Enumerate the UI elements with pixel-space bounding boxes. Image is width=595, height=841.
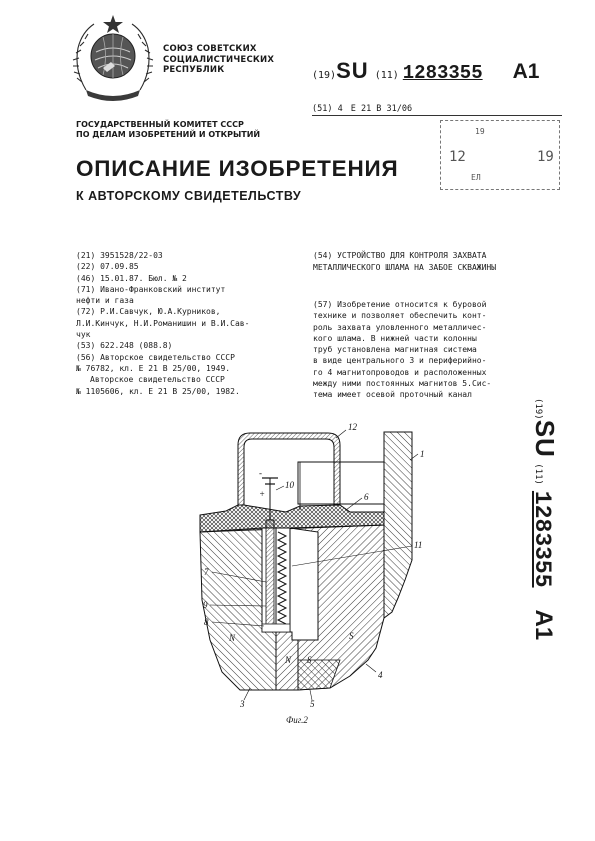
side-code-11: (11) [533, 463, 543, 485]
biblio-line: чук [76, 330, 91, 340]
label-5: 5 [310, 699, 315, 709]
library-stamp [440, 120, 560, 190]
label-4: 4 [378, 670, 383, 680]
pole-s: S [307, 655, 312, 665]
label-3: 3 [240, 699, 245, 709]
ussr-emblem [68, 12, 158, 102]
country-code: SU [336, 58, 369, 83]
abstract-line: труб установлена магнитная система [313, 345, 477, 355]
side-code-19: (19) [533, 398, 543, 420]
stamp-text: 19 [537, 149, 554, 165]
invention-title-line: МЕТАЛЛИЧЕСКОГО ШЛАМА НА ЗАБОЕ СКВАЖИНЫ [313, 262, 497, 272]
label-1: 1 [420, 449, 425, 459]
bibliographic-data [76, 250, 301, 397]
pole-s: S [349, 631, 354, 641]
patent-kind: A1 [512, 60, 540, 83]
committee [76, 120, 260, 140]
stamp-text: 19 [475, 127, 485, 136]
side-kind: A1 [530, 609, 557, 641]
label-7: 7 [204, 567, 209, 577]
biblio-line: (22) 07.09.85 [76, 262, 139, 272]
ussr-name [163, 44, 274, 76]
ipc-classification [312, 104, 562, 116]
label-10: 10 [285, 480, 294, 490]
code-11: (11) [374, 70, 399, 81]
minus-sign: - [259, 468, 262, 478]
abstract-line: го 4 магнитопроводов и расположенных [313, 367, 487, 377]
pole-n: N [285, 655, 292, 665]
pole-n: N [229, 633, 236, 643]
code-19: (19) [312, 70, 337, 81]
document-subtitle: К АВТОРСКОМУ СВИДЕТЕЛЬСТВУ [76, 189, 302, 203]
biblio-line: (46) 15.01.87. Бюл. № 2 [76, 273, 187, 283]
committee-line: ГОСУДАРСТВЕННЫЙ КОМИТЕТ СССР [76, 120, 244, 129]
biblio-line: (71) Ивано-Франковский институт [76, 284, 226, 294]
abstract [313, 299, 548, 401]
biblio-line: нефти и газа [76, 296, 134, 306]
ussr-line: СОЦИАЛИСТИЧЕСКИХ [163, 54, 275, 65]
abstract-line: роль захвата уловленного металличес- [313, 322, 487, 332]
invention-title [313, 250, 558, 273]
label-6: 6 [364, 492, 369, 502]
abstract-line: в виде центрального 3 и периферийно- [313, 356, 487, 366]
stamp-text: ЕЛ [471, 173, 481, 182]
ussr-line: РЕСПУБЛИК [163, 65, 225, 75]
side-number: 1283355 [529, 490, 555, 588]
abstract-line: между ними постоянных магнитов 5.Сис- [313, 379, 492, 389]
abstract-line: кого шлама. В нижней части колонны [313, 333, 477, 343]
figure-caption: Фиг.2 [286, 715, 308, 725]
biblio-line: (56) Авторское свидетельство СССР [76, 352, 235, 362]
side-country: SU [530, 419, 560, 458]
patent-number-block [312, 58, 539, 84]
label-12: 12 [348, 422, 357, 432]
label-8: 8 [204, 617, 209, 627]
label-9: 9 [203, 600, 208, 610]
technical-drawing [195, 415, 435, 735]
biblio-line: № 1105606, кл. Е 21 В 25/00, 1982. [76, 386, 240, 396]
stamp-text: 12 [449, 149, 466, 165]
abstract-line: технике и позволяет обеспечить конт- [313, 311, 487, 321]
label-11: 11 [414, 540, 423, 550]
patent-number: 1283355 [402, 62, 483, 84]
ipc-prefix: (51) 4 [312, 104, 343, 114]
document-title: ОПИСАНИЕ ИЗОБРЕТЕНИЯ [76, 156, 399, 181]
ussr-line: СОЮЗ СОВЕТСКИХ [163, 44, 257, 54]
ipc-code: E 21 B 31/06 [350, 104, 413, 114]
biblio-line: № 76782, кл. Е 21 В 25/00, 1949. [76, 363, 231, 373]
abstract-line: (57) Изобретение относится к буровой [313, 300, 487, 309]
biblio-line: Авторское свидетельство СССР [90, 375, 225, 385]
abstract-line: тема имеет осевой проточный канал [313, 390, 472, 400]
biblio-line: (53) 622.248 (088.8) [76, 341, 173, 351]
biblio-line: (21) 3951528/22-03 [76, 251, 163, 260]
committee-line: ПО ДЕЛАМ ИЗОБРЕТЕНИЙ И ОТКРЫТИЙ [76, 130, 261, 139]
biblio-line: Л.И.Кинчук, Н.И.Романишин и В.И.Сав- [76, 318, 250, 328]
plus-sign: + [259, 489, 266, 499]
side-patent-number [527, 398, 577, 698]
biblio-line: (72) Р.И.Савчук, Ю.А.Курников, [76, 307, 221, 317]
invention-title-line: (54) УСТРОЙСТВО ДЛЯ КОНТРОЛЯ ЗАХВАТА [313, 251, 487, 260]
